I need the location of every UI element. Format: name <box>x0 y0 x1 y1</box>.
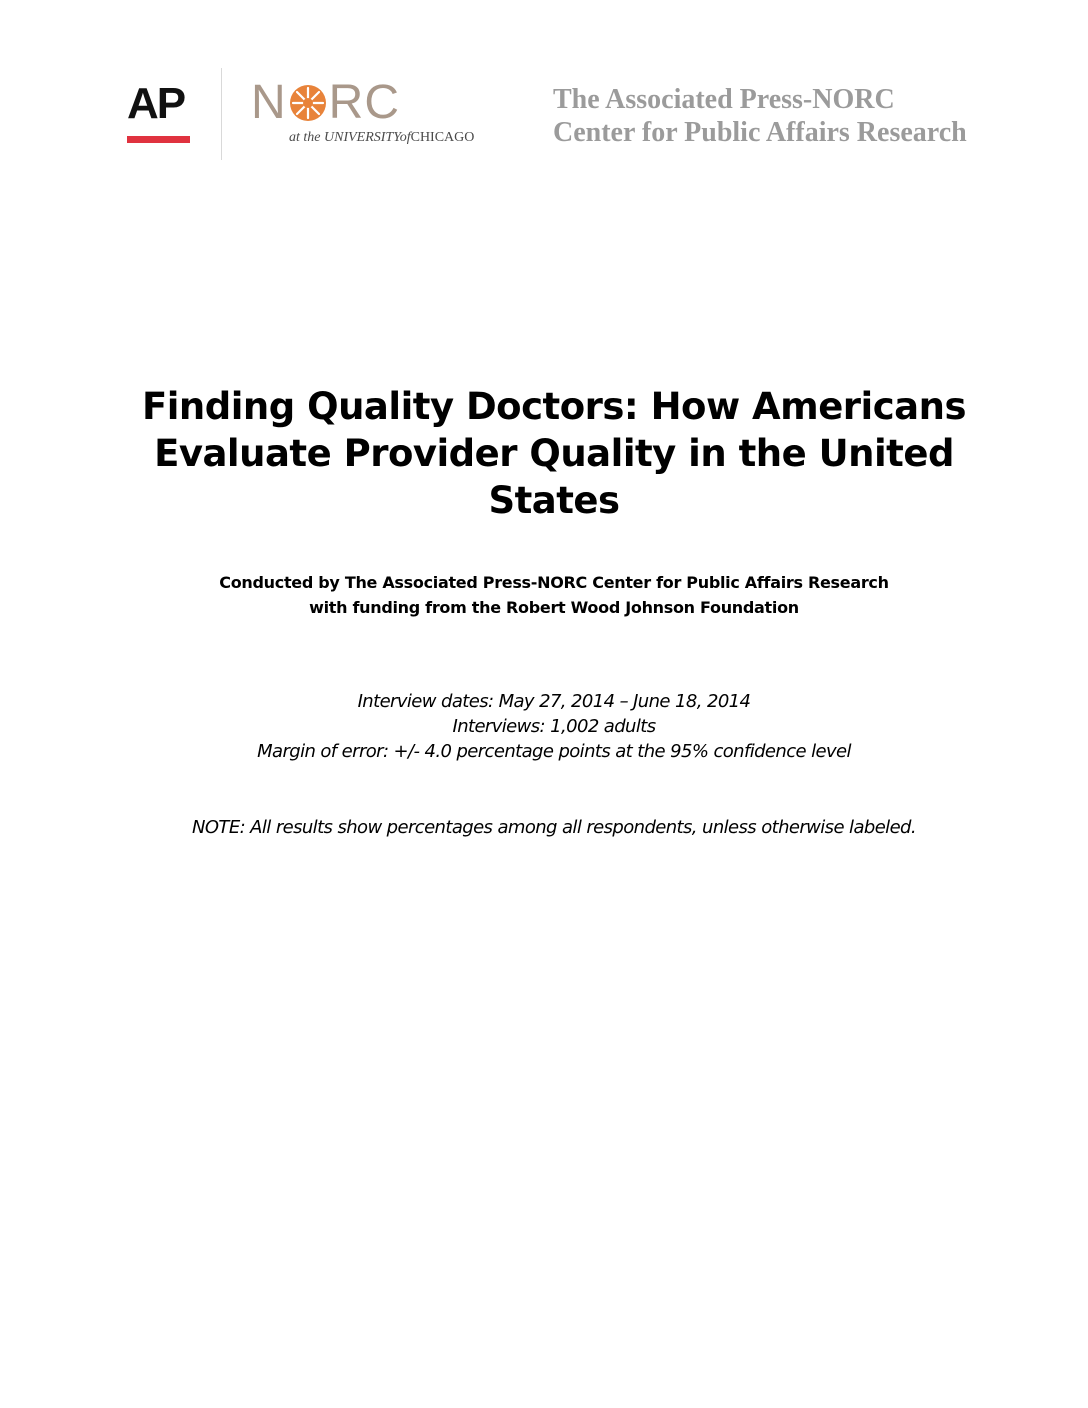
norc-subtitle <box>289 130 501 146</box>
norc-starburst-icon <box>288 83 328 123</box>
logo-divider <box>221 68 222 160</box>
interview-dates: Interview dates: May 27, 2014 – June 18, 2014 <box>357 691 751 712</box>
report-title-line-1: Finding Quality Doctors: How Americans <box>141 385 967 428</box>
ap-logo-bar <box>127 136 190 143</box>
norc-subtitle-suffix: CHICAGO <box>410 130 475 145</box>
report-title <box>94 383 1014 524</box>
survey-details <box>94 689 1014 764</box>
results-note: NOTE: All results show percentages among all respondents, unless otherwise labeled. <box>192 817 916 838</box>
center-name-line-2: Center for Public Affairs Research <box>553 117 967 148</box>
conducted-by-line-1: Conducted by The Associated Press-NORC Center for Public Affairs Research <box>219 573 889 592</box>
norc-logo <box>251 78 501 146</box>
ap-logo-text: AP <box>127 79 185 128</box>
report-title-line-3: States <box>488 479 620 522</box>
report-title-line-2: Evaluate Provider Quality in the United <box>154 432 954 475</box>
interview-count: Interviews: 1,002 adults <box>452 716 656 737</box>
norc-letters-rc: RC <box>328 76 400 129</box>
norc-subtitle-of: of <box>399 130 411 145</box>
conducted-by <box>94 570 1014 620</box>
center-name <box>553 83 967 149</box>
conducted-by-line-2: with funding from the Robert Wood Johnson Foundation <box>309 598 799 617</box>
report-header <box>0 0 1088 170</box>
ap-logo <box>127 79 191 143</box>
norc-wordmark <box>251 78 501 128</box>
norc-letter-n: N <box>251 76 287 129</box>
margin-of-error: Margin of error: +/- 4.0 percentage points at the 95% confidence level <box>257 741 851 762</box>
center-name-line-1: The Associated Press-NORC <box>553 84 895 115</box>
norc-subtitle-prefix: at the UNIVERSITY <box>289 130 400 145</box>
